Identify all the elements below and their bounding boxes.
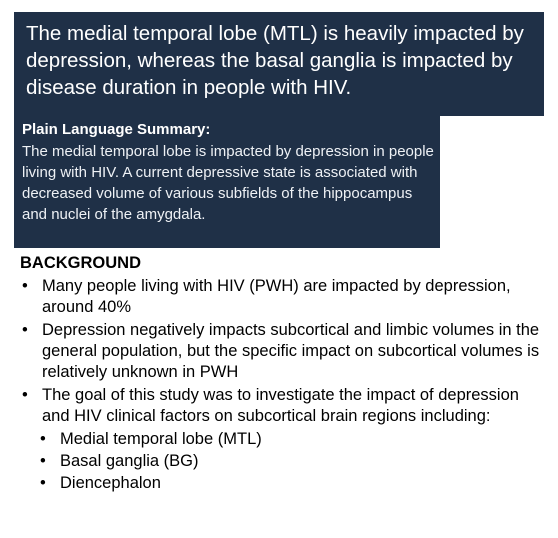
bullet-item: • Depression negatively impacts subcortical and limbic volumes in the general population, but the specific impact on subcortical volumes is relatively unknown in PWH [20,320,540,383]
sub-bullet-item: • Diencephalon [20,473,540,494]
sub-bullet-item: • Medial temporal lobe (MTL) [20,429,540,450]
poster-title: The medial temporal lobe (MTL) is heavily impacted by depression, whereas the basal ganglia is impacted by disease duration in people with HIV. [26,22,524,99]
sub-bullet-item: • Basal ganglia (BG) [20,451,540,472]
plain-language-summary-box [14,116,440,248]
bullet-item: • Many people living with HIV (PWH) are impacted by depression, around 40% [20,276,540,318]
background-bullet-list [20,276,540,427]
background-heading: BACKGROUND [20,254,141,272]
region-sub-bullet-list [20,429,540,494]
summary-text: The medial temporal lobe is impacted by depression in people living with HIV. A current depressive state is associated with decreased volume of various subfields of the hippocampus and nuclei of the amygdala. [22,143,434,223]
background-section [20,252,540,495]
summary-heading: Plain Language Summary: [22,121,211,138]
title-banner [14,12,544,116]
bullet-item: • The goal of this study was to investigate the impact of depression and HIV clinical factors on subcortical brain regions including: [20,385,540,427]
